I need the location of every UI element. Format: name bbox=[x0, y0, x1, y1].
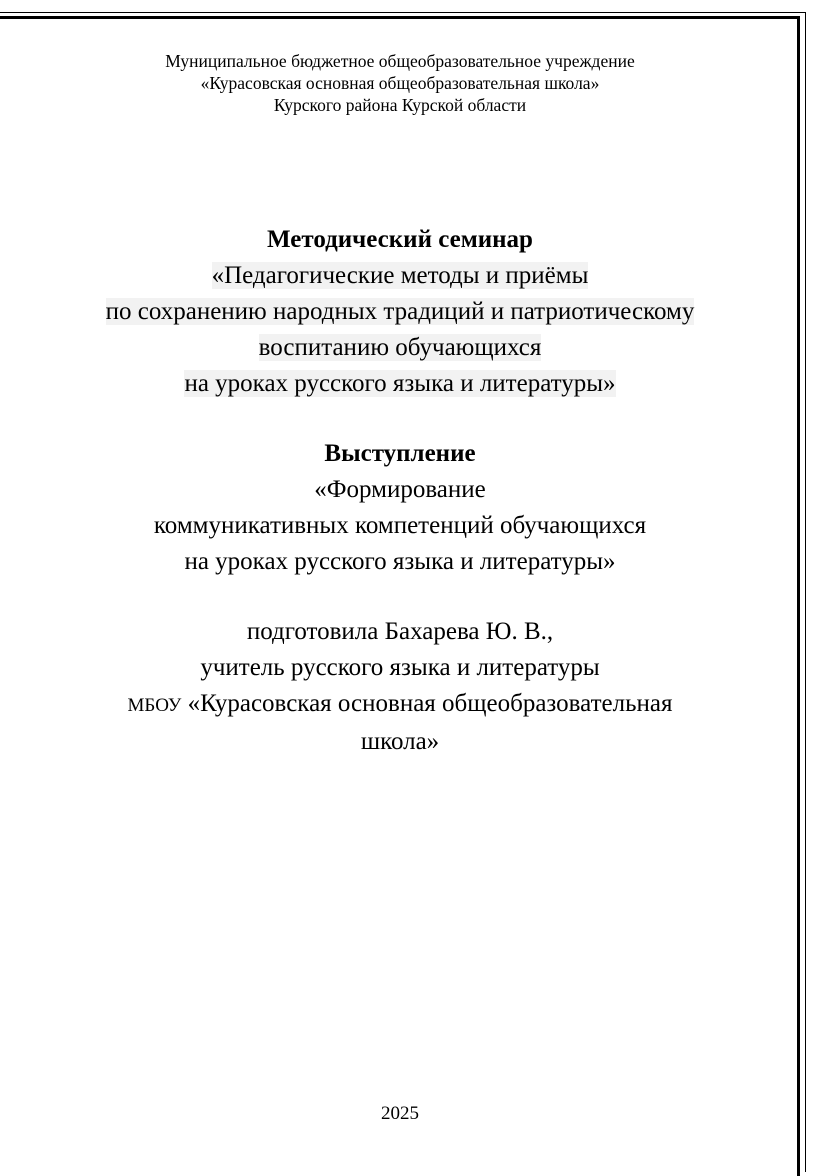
seminar-topic-line-1: «Педагогические методы и приёмы bbox=[211, 262, 589, 289]
author-line-1: подготовила Бахарева Ю. В., bbox=[246, 618, 554, 645]
speech-topic-line-2: коммуникативных компетенций обучающихся bbox=[153, 512, 647, 539]
speech-topic-line-1: «Формирование bbox=[314, 476, 486, 503]
speech-section bbox=[0, 436, 800, 580]
author-line-2: учитель русского языка и литературы bbox=[200, 654, 600, 681]
author-line-3 bbox=[0, 686, 800, 724]
seminar-topic-line-3: воспитанию обучающихся bbox=[258, 334, 542, 361]
seminar-section bbox=[0, 222, 800, 402]
author-section bbox=[0, 614, 800, 760]
author-school-abbr: МБОУ bbox=[127, 695, 182, 716]
seminar-title: Методический семинар bbox=[267, 226, 533, 253]
speech-title: Выступление bbox=[324, 440, 476, 467]
seminar-topic-line-2: по сохранению народных традиций и патриотическому bbox=[105, 298, 695, 325]
institution-header bbox=[0, 50, 800, 116]
author-line-4: школа» bbox=[360, 728, 440, 755]
institution-line-1: Муниципальное бюджетное общеобразовательное учреждение bbox=[165, 51, 635, 71]
author-school-name: «Курасовская основная общеобразовательная bbox=[181, 690, 673, 717]
speech-topic-line-3: на уроках русского языка и литературы» bbox=[184, 548, 616, 575]
page-border bbox=[0, 16, 800, 1176]
institution-line-3: Курского района Курской области bbox=[273, 95, 527, 115]
seminar-topic-line-4: на уроках русского языка и литературы» bbox=[184, 370, 616, 397]
year: 2025 bbox=[381, 1103, 419, 1124]
institution-line-2: «Курасовская основная общеобразовательная школа» bbox=[200, 73, 600, 93]
